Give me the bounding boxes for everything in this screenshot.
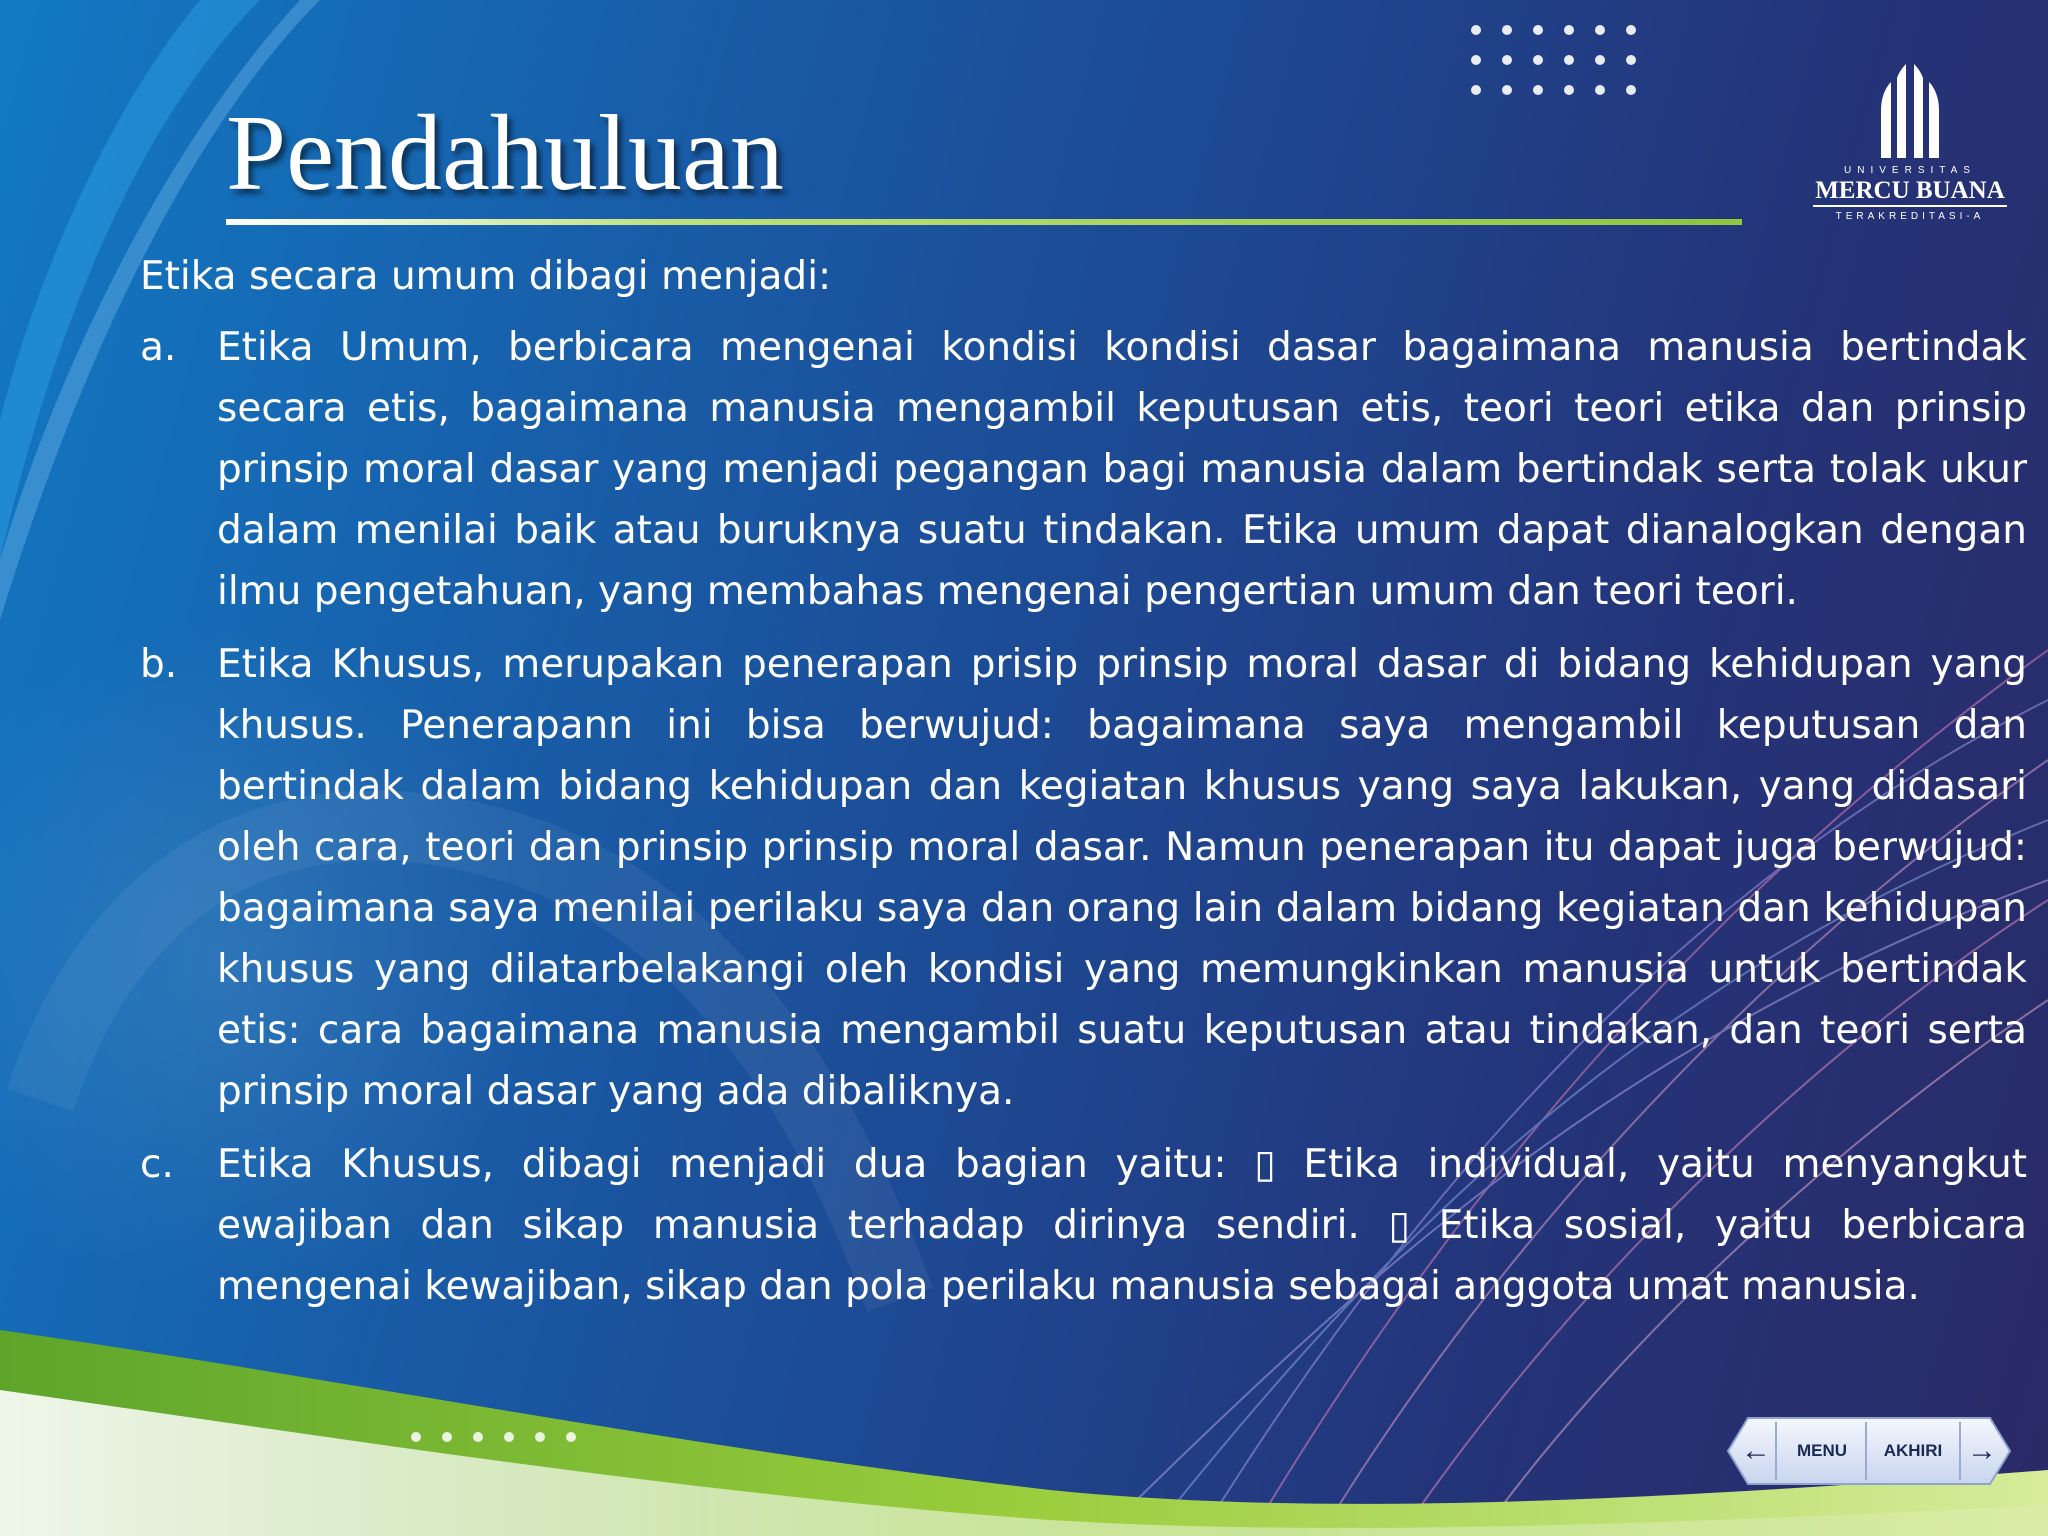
list-item-text: Etika Khusus, dibagi menjadi dua bagian yaitu: ▯ Etika individual, yaitu menyangkut ewajiban dan sikap manusia terhadap dirinya sendiri. ▯ Etika sosial, yaitu berbicara mengenai kewajiban, sikap dan pola perilaku manusia sebagai anggota umat manusia. [217,1142,2027,1309]
university-emblem-icon [1875,60,1945,158]
logo-accreditation: TERAKREDITASI-A [1835,211,1985,222]
university-logo [1810,60,2010,240]
list-item-text: Etika Umum, berbicara mengenai kondisi kondisi dasar bagaimana manusia bertindak secara etis, bagaimana manusia mengambil keputusan etis, teori teori etika dan prinsip prinsip moral dasar yang menjadi pegangan bagi manusia dalam bertindak serta tolak ukur dalam menilai baik atau buruknya suatu tindakan. Etika umum dapat dianalogkan dengan ilmu pengetahuan, yang membahas mengenai pengertian umum dan teori teori. [217,325,2027,614]
list-item-b [140,634,2027,1122]
list-marker: c. [140,1142,174,1187]
list-item-c [140,1134,2027,1317]
list-item-a [140,317,2027,622]
list-marker: a. [140,325,177,370]
slide-body [140,246,2027,1329]
slide-navigation [1726,1416,2012,1486]
end-button[interactable]: AKHIRI [1883,1441,1943,1460]
intro-text: Etika secara umum dibagi menjadi: [140,254,832,299]
list-marker: b. [140,642,178,687]
title-underline [226,219,1742,225]
arrow-right-icon[interactable]: → [1967,1434,1997,1467]
logo-university-label: UNIVERSITAS [1844,165,1976,176]
slide-title: Pendahuluan [226,94,784,213]
menu-button[interactable]: MENU [1796,1441,1848,1460]
arrow-left-icon[interactable]: ← [1741,1434,1771,1467]
list-item-text: Etika Khusus, merupakan penerapan prisip prinsip moral dasar di bidang kehidupan yang khusus. Penerapann ini bisa berwujud: bagaimana saya mengambil keputusan dan bertindak dalam bidang kehidupan dan kegiatan khusus yang saya lakukan, yang didasari oleh cara, teori dan prinsip prinsip moral dasar. Namun penerapan itu dapat juga berwujud: bagaimana saya menilai perilaku saya dan orang lain dalam bidang kegiatan dan kehidupan khusus yang dilatarbelakangi oleh kondisi yang memungkinkan manusia untuk bertindak etis: cara bagaimana manusia mengambil suatu keputusan atau tindakan, dan teori serta prinsip moral dasar yang ada dibaliknya. [217,642,2027,1114]
logo-university-name: MERCU BUANA [1813,178,2007,207]
